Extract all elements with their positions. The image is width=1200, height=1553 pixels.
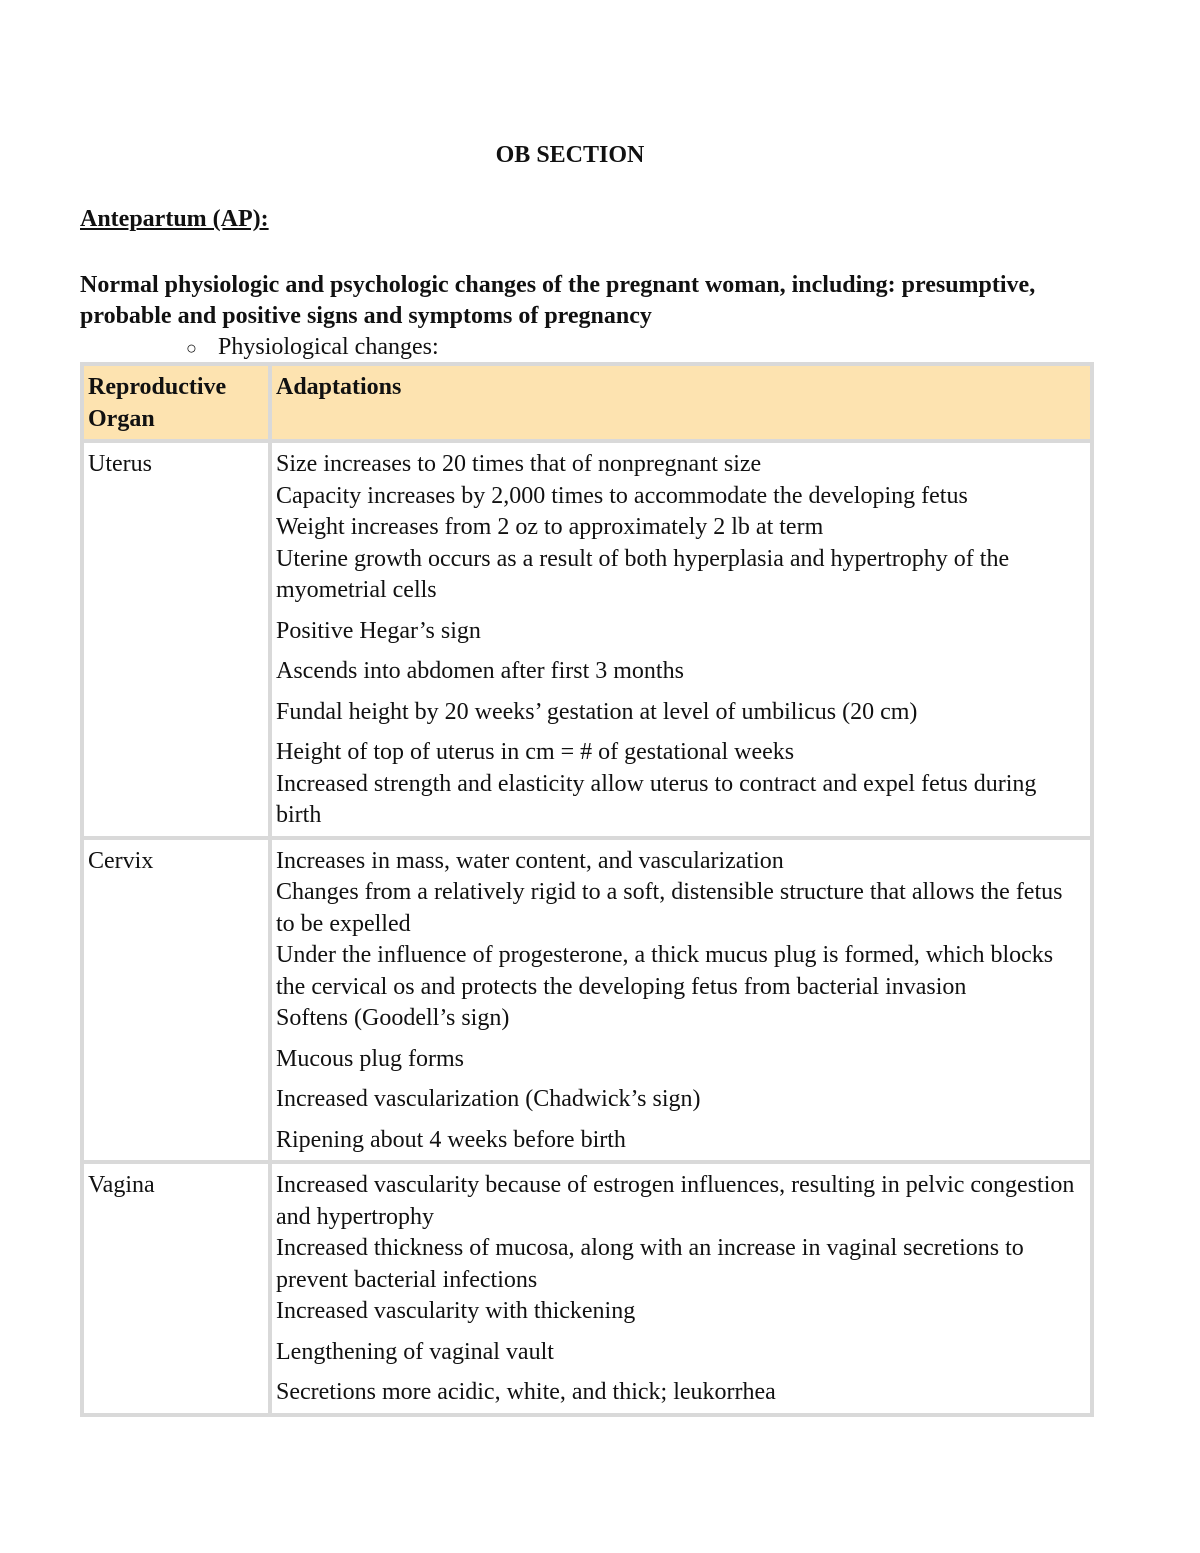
adaptation-line: Positive Hegar’s sign xyxy=(276,617,481,644)
adaptation-line: Ascends into abdomen after first 3 months xyxy=(276,658,684,684)
table-row xyxy=(84,1164,1090,1413)
hollow-circle-bullet-icon: ○ xyxy=(186,338,197,358)
table-header-row xyxy=(84,366,1090,439)
organ-cell: Vagina xyxy=(84,1164,268,1413)
adaptation-line: Capacity increases by 2,000 times to accommodate the developing fetus xyxy=(276,482,968,509)
adaptation-line: Increases in mass, water content, and vascularization xyxy=(276,847,784,874)
adaptation-line: Size increases to 20 times that of nonpregnant size xyxy=(276,451,762,477)
adaptation-line: Softens (Goodell’s sign) xyxy=(276,1005,510,1031)
bullet-item xyxy=(186,332,439,364)
adaptation-line: Height of top of uterus in cm = # of gestational weeks xyxy=(276,739,795,765)
adaptation-line: Increased vascularization (Chadwick’s sign) xyxy=(276,1086,701,1112)
adaptation-line: Increased vascularity because of estrogen influences, resulting in pelvic congestion and hypertrophy xyxy=(276,1172,1075,1230)
adaptation-line: Under the influence of progesterone, a thick mucus plug is formed, which blocks the cervical os and protects the developing fetus from bacterial invasion xyxy=(276,942,1054,1000)
adaptations-cell xyxy=(272,1164,1090,1413)
adaptation-line: Fundal height by 20 weeks’ gestation at level of umbilicus (20 cm) xyxy=(276,698,918,725)
adaptations-table xyxy=(80,362,1094,1417)
table-row xyxy=(84,443,1090,836)
adaptation-line: Increased strength and elasticity allow uterus to contract and expel fetus during birth xyxy=(276,770,1037,828)
organ-cell: Cervix xyxy=(84,840,268,1161)
organ-cell: Uterus xyxy=(84,443,268,836)
page-title: OB SECTION xyxy=(495,142,645,168)
bullet-text: Physiological changes: xyxy=(218,334,439,360)
adaptation-line: Lengthening of vaginal vault xyxy=(276,1338,554,1365)
header-adaptations: Adaptations xyxy=(272,366,1090,439)
section-heading: Antepartum (AP): xyxy=(80,206,269,232)
topic-heading: Normal physiologic and psychologic changes of the pregnant woman, including: presumptive, probable and positive signs and symptoms of pregnancy xyxy=(80,272,1036,329)
adaptation-line: Changes from a relatively rigid to a soft, distensible structure that allows the fetus to be expelled xyxy=(276,879,1063,937)
adaptation-line: Increased vascularity with thickening xyxy=(276,1298,636,1324)
adaptation-line: Ripening about 4 weeks before birth xyxy=(276,1126,626,1153)
adaptation-line: Weight increases from 2 oz to approximately 2 lb at term xyxy=(276,514,824,540)
adaptations-cell xyxy=(272,840,1090,1161)
adaptations-cell xyxy=(272,443,1090,836)
table-row xyxy=(84,840,1090,1161)
header-organ: Reproductive Organ xyxy=(84,366,268,439)
adaptation-line: Uterine growth occurs as a result of both hyperplasia and hypertrophy of the myometrial cells xyxy=(276,545,1010,603)
adaptation-line: Mucous plug forms xyxy=(276,1045,464,1072)
adaptation-line: Increased thickness of mucosa, along with an increase in vaginal secretions to prevent bacterial infections xyxy=(276,1235,1024,1293)
adaptation-line: Secretions more acidic, white, and thick; leukorrhea xyxy=(276,1379,776,1405)
